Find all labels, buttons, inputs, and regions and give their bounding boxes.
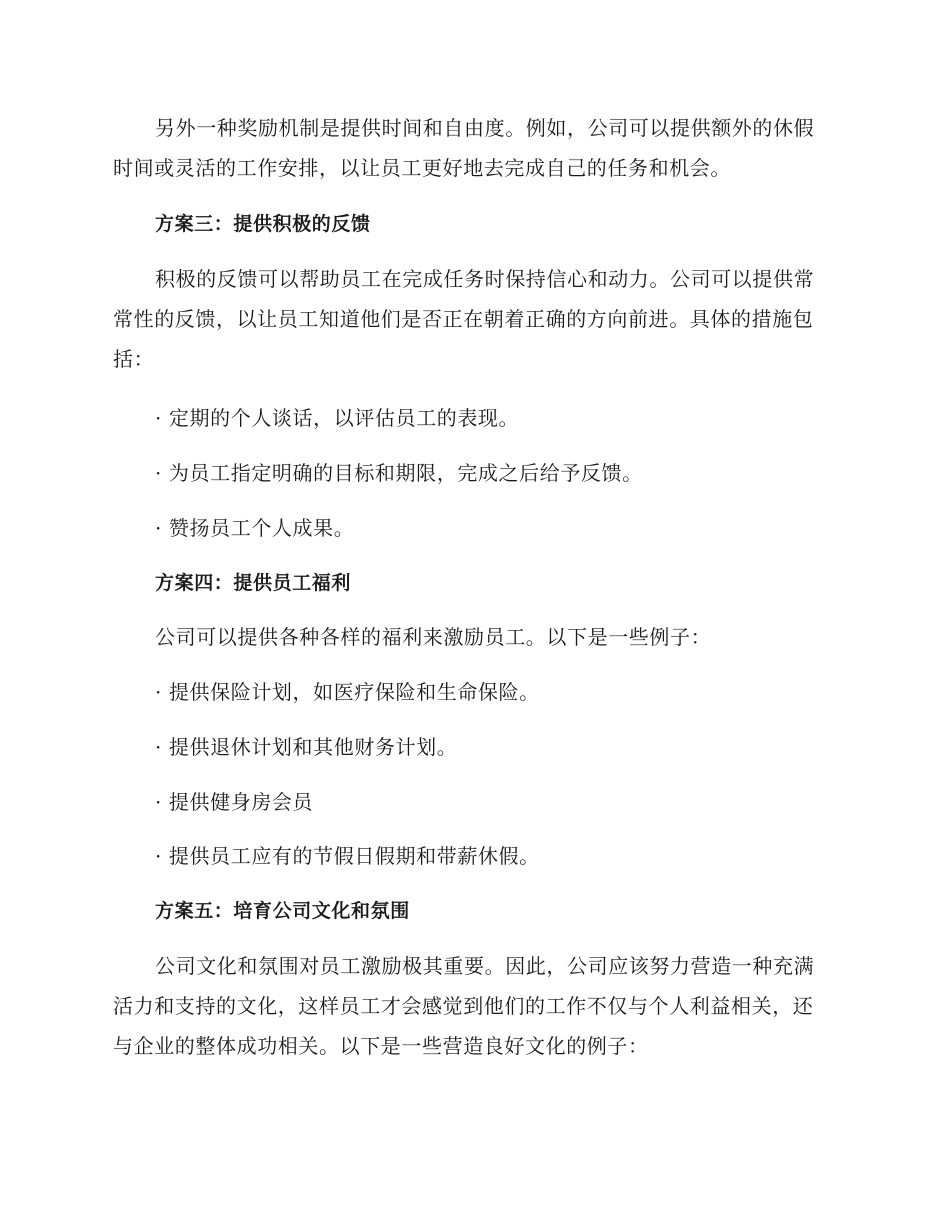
list-item-feedback-2: · 为员工指定明确的目标和期限，完成之后给予反馈。 — [155, 461, 643, 485]
paragraph-positive-feedback: 积极的反馈可以帮助员工在完成任务时保持信心和动力。公司可以提供常常性的反馈，以让员工知道他们是否正在朝着正确的方向前进。具体的措施包括： — [113, 267, 815, 371]
paragraph-company-culture: 公司文化和氛围对员工激励极其重要。因此，公司应该努力营造一种充满活力和支持的文化，这样员工才会感觉到他们的工作不仅与个人利益相关，还与企业的整体成功相关。以下是一些营造良好文化的例子： — [113, 954, 815, 1058]
list-item-benefit-2: · 提供退休计划和其他财务计划。 — [155, 735, 458, 759]
heading-plan-five: 方案五：培育公司文化和氛围 — [155, 900, 410, 922]
list-item-benefit-4: · 提供员工应有的节假日假期和带薪休假。 — [155, 844, 540, 868]
list-item-feedback-3: · 赞扬员工个人成果。 — [155, 516, 355, 540]
heading-plan-three: 方案三：提供积极的反馈 — [155, 213, 371, 235]
paragraph-benefits-intro: 公司可以提供各种各样的福利来激励员工。以下是一些例子： — [155, 625, 712, 649]
list-item-benefit-3: · 提供健身房会员 — [155, 790, 314, 814]
heading-plan-four: 方案四：提供员工福利 — [155, 572, 352, 594]
paragraph-time-freedom: 另外一种奖励机制是提供时间和自由度。例如，公司可以提供额外的休假时间或灵活的工作安排，以让员工更好地去完成自己的任务和机会。 — [113, 116, 815, 180]
list-item-benefit-1: · 提供保险计划，如医疗保险和生命保险。 — [155, 680, 540, 704]
list-item-feedback-1: · 定期的个人谈话，以评估员工的表现。 — [155, 406, 520, 430]
